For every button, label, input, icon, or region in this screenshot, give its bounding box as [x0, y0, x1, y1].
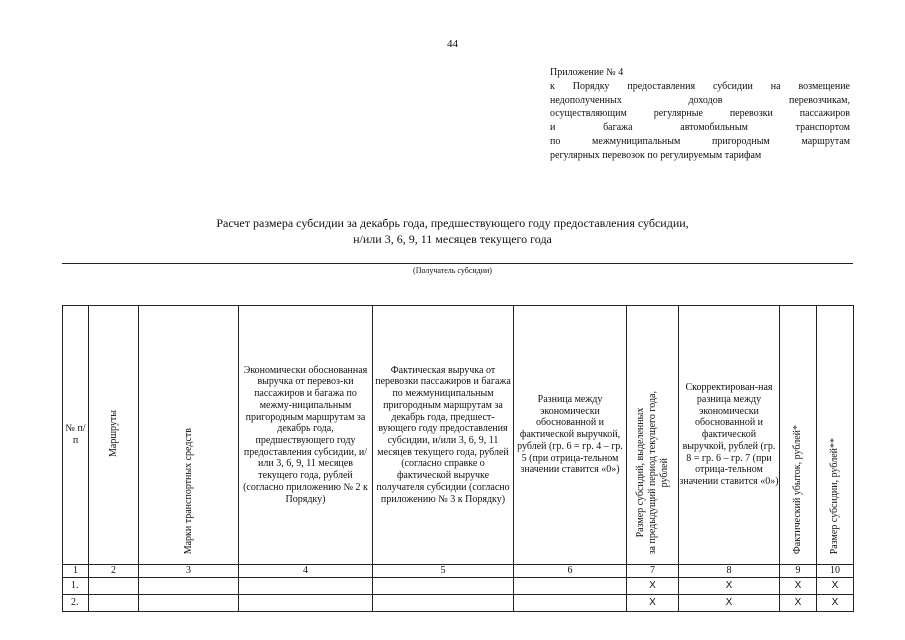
header-cell-adjusted-difference: [679, 306, 780, 565]
header-adjusted-difference-text: Скорректирован-ная разница между экономически обоснованной и фактической выручкой, рублей (гр. 8 = гр. 6 – гр. 7 (при отрица-тельном значении ставится «0»): [679, 382, 779, 487]
header-number-text: № п/п: [65, 423, 86, 446]
column-number: 9: [780, 565, 817, 578]
column-number: 4: [239, 565, 373, 578]
actual-revenue-cell[interactable]: [373, 594, 514, 611]
header-difference-text: Разница между экономически обоснованной и фактической выручкой, рублей (гр. 6 = гр. 4 – гр. 5 (при отрица-тельном значении ставится «0»): [517, 394, 623, 476]
header-subsidy-amount-text: Размер субсидии, рублей**: [829, 438, 840, 555]
routes-cell[interactable]: [89, 594, 139, 611]
adjusted-difference-cell: X: [679, 594, 780, 611]
appendix-title: Приложение № 4: [550, 67, 624, 78]
header-cell-vehicle-brands: [139, 306, 239, 565]
column-number: 10: [817, 565, 854, 578]
table-row: [63, 594, 854, 611]
prior-subsidies-cell: X: [627, 577, 679, 594]
appendix-line: недополученных доходов перевозчикам,: [550, 94, 850, 106]
recipient-label: (Получатель субсидии): [413, 266, 492, 275]
economic-revenue-cell[interactable]: [239, 577, 373, 594]
header-prior-subsidies-line-3: рублей: [658, 457, 670, 488]
column-number: 8: [679, 565, 780, 578]
actual-loss-cell: X: [780, 594, 817, 611]
subsidy-table: [62, 305, 854, 612]
header-cell-routes: [89, 306, 139, 565]
adjusted-difference-cell: X: [679, 577, 780, 594]
header-cell-difference: [514, 306, 627, 565]
header-cell-actual-revenue: [373, 306, 514, 565]
header-cell-prior-subsidies: [627, 306, 679, 565]
header-cell-number: [63, 306, 89, 565]
recipient-underline: [62, 263, 853, 264]
routes-cell[interactable]: [89, 577, 139, 594]
header-cell-subsidy-amount: [817, 306, 854, 565]
document-title: [0, 215, 905, 247]
table-header-row: [63, 306, 854, 565]
economic-revenue-cell[interactable]: [239, 594, 373, 611]
header-prior-subsidies-line-1: Размер субсидий, выделенных: [634, 407, 646, 538]
difference-cell[interactable]: [514, 594, 627, 611]
actual-loss-cell: X: [780, 577, 817, 594]
appendix-block: [550, 66, 850, 163]
appendix-line: осуществляющим регулярные перевозки пассажиров: [550, 108, 850, 120]
header-prior-subsidies-line-2: за предыдущий период текущего года,: [646, 390, 658, 555]
header-actual-loss-text: Фактический убыток, рублей*: [792, 425, 803, 555]
subsidy-amount-cell: X: [817, 577, 854, 594]
header-economic-revenue-text: Экономически обоснованная выручка от перевоз-ки пассажиров и багажа по межму-ниципальным пригородным маршрутам за декабрь года, предшествующего году предоставления субсидии, и/или 3, 6, 9, 11 месяцев текущего года, рублей (согласно приложению № 2 к Порядку): [243, 364, 368, 505]
page-number: 44: [447, 38, 458, 50]
header-actual-revenue-text: Фактическая выручка от перевозки пассажиров и багажа по межмуниципальным пригородным маршрутам за декабрь года, предшест-вующего году предоставления субсидии, и/или 3, 6, 9, 11 месяцев текущего года, рублей (согласно справке о фактической выручке получателя субсидии (согласно приложению № 3 к Порядку): [375, 364, 511, 505]
column-number: 6: [514, 565, 627, 578]
row-number: 2.: [63, 594, 89, 611]
table-row: [63, 577, 854, 594]
column-numbers-row: [63, 565, 854, 578]
column-number: 2: [89, 565, 139, 578]
subsidy-amount-cell: X: [817, 594, 854, 611]
header-prior-subsidies-text: [635, 391, 671, 554]
header-cell-economic-revenue: [239, 306, 373, 565]
header-routes-text: Маршруты: [107, 409, 119, 457]
title-line-1: Расчет размера субсидии за декабрь года, предшествующего году предоставления субсидии,: [216, 216, 689, 230]
column-number: 1: [63, 565, 89, 578]
header-cell-actual-loss: [780, 306, 817, 565]
column-number: 5: [373, 565, 514, 578]
prior-subsidies-cell: X: [627, 594, 679, 611]
appendix-line: к Порядку предоставления субсидии на возмещение: [550, 80, 850, 92]
vehicle-brands-cell[interactable]: [139, 577, 239, 594]
actual-revenue-cell[interactable]: [373, 577, 514, 594]
column-number: 7: [627, 565, 679, 578]
column-number: 3: [139, 565, 239, 578]
appendix-last-line: регулярных перевозок по регулируемым тарифам: [550, 149, 762, 161]
row-number: 1.: [63, 577, 89, 594]
header-vehicle-brands-text: Марки транспортных средств: [182, 428, 194, 555]
vehicle-brands-cell[interactable]: [139, 594, 239, 611]
appendix-line: по межмуниципальным пригородным маршрутам: [550, 135, 850, 147]
difference-cell[interactable]: [514, 577, 627, 594]
appendix-line: и багажа автомобильным транспортом: [550, 122, 850, 134]
title-line-2: н/или 3, 6, 9, 11 месяцев текущего года: [353, 232, 552, 246]
